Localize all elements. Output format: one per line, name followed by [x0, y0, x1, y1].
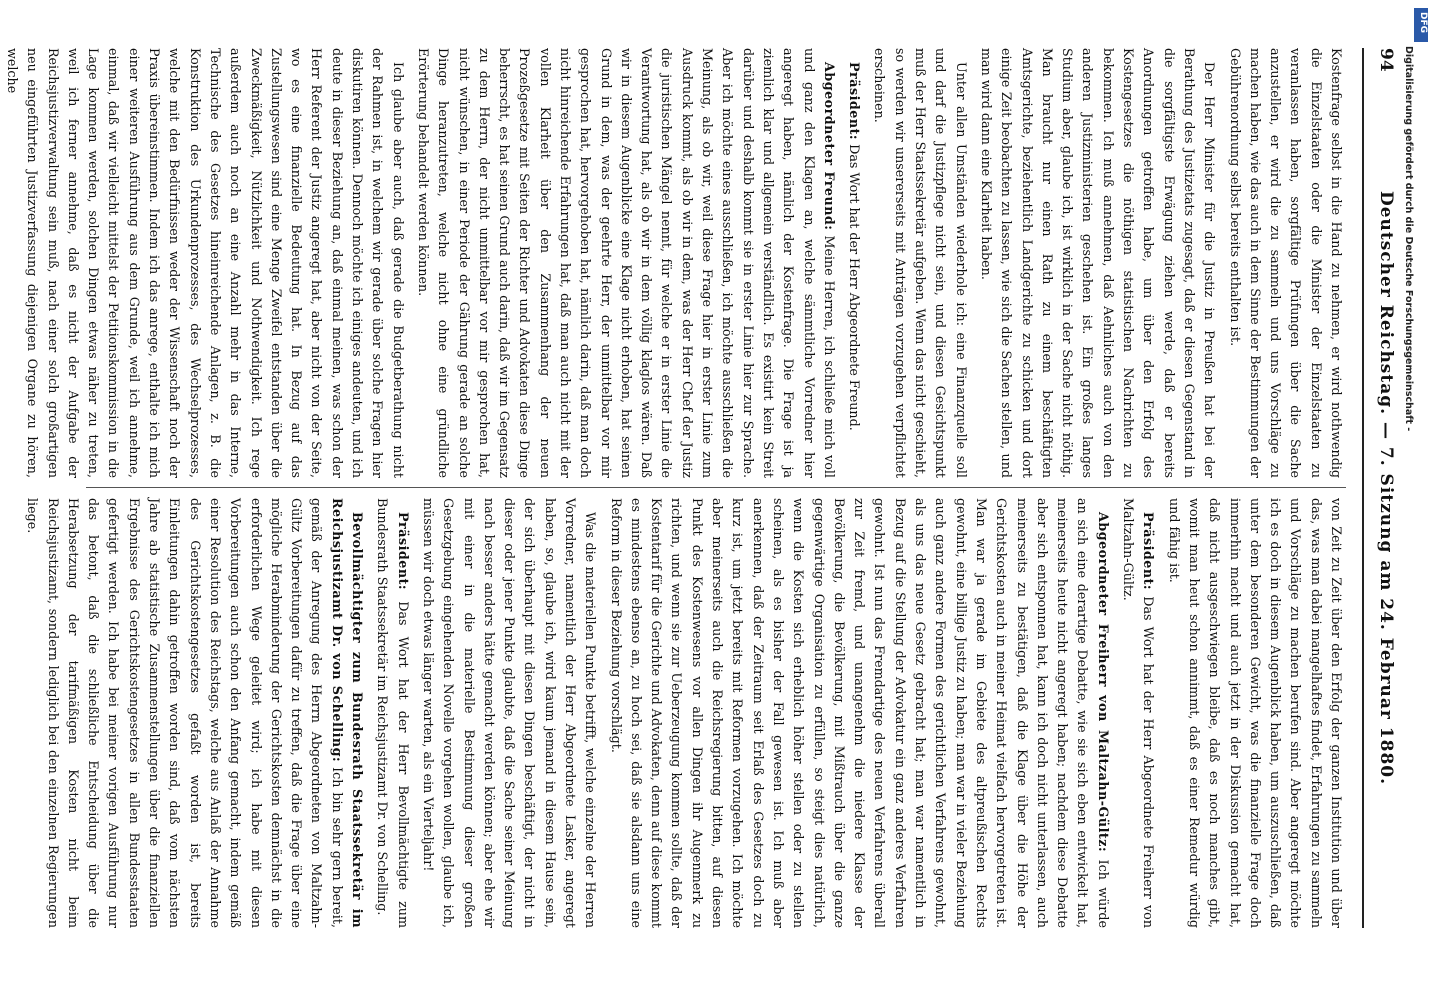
page-header	[1366, 48, 1396, 928]
speech-text: Das Wort hat der Herr Bevollmächtigte zum Bundesrath Staatssekretär im Reichsjustizamt Dr. von Schelling.	[375, 498, 411, 928]
speech-paragraph	[372, 498, 413, 928]
paragraph: Der Herr Minister für die Justiz in Preußen hat bei der Berathung des Justizetats zugesagt, daß er diesen Gegenstand in die sorgfältigste Erwägung ziehen werde, daß er bereits Anordnungen getroffen habe, um über den Erfolg des Kostengesetzes die nöthigen statistischen Nachrichten zu bekommen. Ich muß annehmen, daß Aehnliches auch von den anderen Justizministerien geschehen ist. Ein großes langes Studium aber, glaube ich, ist wirklich in der Sache nicht nöthig. Man braucht nur einen Rath zu einem beschäftigten Amtsgerichte, beziehentlich Landgerichte zu schicken und dort einige Zeit beobachten zu lassen, wie sich die Sachen stellen, und man wird dann eine Klarheit haben.	[978, 48, 1218, 478]
speech-text: Meine Herren, ich schließe mich voll und ganz den Klagen an, welche sämmtliche Vorredner hier angeregt haben, nämlich der Kostenfrage. Die Frage ist ja ziemlich klar und allgemein verständlich. Es existirt kein Streit darüber und deshalb kommt sie in erster Linie hier zur Sprache. Aber ich möchte eines ausschließen, ich möchte ausschließen die Meinung, als ob wir, weil diese Frage hier in erster Linie zum Ausdruck kommt, als ob wir in dem, was der Herr Chef der Justiz die juristischen Mängel nennt, für welche er in erster Linie die Verantwortung hat, als ob wir in dem völlig klaglos wären. Daß wir in diesem Augenblicke eine Klage nicht erhoben, hat seinen Grund in dem, was der geehrte Herr, der unmittelbar vor mir gesprochen hat, hervorgehoben hat, nämlich darin, daß man doch nicht hinreichende Erfahrungen hat, daß man auch nicht mit der vollen Klarheit über den Zusammenhang der neuen Prozeßgesetze mit Seiten der Richter und Advokaten diese Dinge beherrscht, es hat seinen Grund auch darin, daß wir im Gegensatz zu dem Herrn, der nicht unmittelbar vor mir gesprochen hat, nicht wünschen, in einer Periode der Gährung gerade an solche Dinge heranzutreten, welche nicht ohne eine gründliche Erörterung behandelt werden können.	[415, 48, 837, 478]
speech-paragraph	[413, 48, 839, 478]
paragraph: Kostenfrage selbst in die Hand zu nehmen, er wird nothwendig die Einzelstaaten oder die Minister der Einzelstaaten zu veranlassen haben, sorgfältige Prüfungen über die Sache anzustellen, er wird die zu sammeln und uns Vorschläge zu machen haben, wie das auch in dem Sinne der Bestimmungen der Gebührenordnung selbst bereits enthalten ist.	[1227, 48, 1344, 478]
right-column	[25, 498, 1346, 929]
speaker-label: Präsident:	[847, 62, 863, 141]
speaker-label: Bevollmächtigter zum Bundesrath Staatssekretär im Reichsjustizamt Dr. von Schelling:	[329, 498, 366, 928]
paragraph: Ich glaube aber auch, daß gerade die Budgetberathung nicht der Rahmen ist, in welchem wir gerade über solche Fragen hier diskutiren können. Dennoch möchte ich einiges andeuten, und ich deute in dieser Beziehung an, daß einmal meinen, was schon der Herr Referent der Justiz angeregt hat, aber nicht von der Seite, wo es eine finanzielle Bedeutung hat. In Bezug auf das Zustellungswesen sind eine Menge Zweifel entstanden über die Zweckmäßigkeit, Nützlichkeit und Nothwendigkeit. Ich rege außerdem auch noch an eine Anzahl mehr in das Interne, Technische des Gesetzes hineinreichende Anlagen, z. B. die Konstruktion des Urkundenprozesses, des Wechselprozesses, welche mit den Bedürfnissen weder der Wissenschaft noch der Praxis übereinstimmen. Indem ich das anrege, enthalte ich mich einer weiteren Ausführung aus dem Grunde, weil ich annehme, einmal, daß wir vielleicht mittelst der Petitionskommission in die Lage kommen werden, solchen Dingen etwas näher zu treten, weil ich ferner annehme, daß es nicht der Aufgabe der Reichsjustizverwaltung sein muß, nach einer solch großartigen neu eingeführten Justizverfassung diejenigen Organe zu hören, welche	[5, 48, 406, 478]
paragraph: Was die materiellen Punkte betrifft, welche einzelne der Herren Vorredner, namentlich der Herr Abgeordnete Lasker, angeregt haben, so, glaube ich, wird kaum jemand in diesem Hause sein, der sich überhaupt mit diesen Dingen beschäftigt, der nicht in dieser oder jener Punkte glaubte, daß die Sache seiner Meinung nach besser anders hätte gemacht werden können; aber ehe wir mit einer in die materielle Bestimmung dieser großen Gesetzgebung eingehenden Novelle vorgehen wollen, glaube ich, müssen wir doch etwas länger warten, als ein Vierteljahr!	[420, 498, 599, 928]
digitization-note: Digitalisierung gefördert durch die Deutsche Forschungsgemeinschaft -	[1403, 46, 1414, 432]
speech-paragraph	[844, 48, 864, 478]
speaker-label: Abgeordneter Freiherr von Maltzahn-Gültz:	[1095, 512, 1111, 853]
speech-paragraph	[22, 498, 367, 928]
running-title: Deutscher Reichstag. — 7. Sitzung am 24. Februar 1880.	[1376, 190, 1396, 786]
speech-text: Das Wort hat der Herr Abgeordnete Freiherr von Maltzahn-Gültz.	[1121, 498, 1157, 928]
speaker-label: Präsident:	[1141, 512, 1157, 591]
speaker-label: Präsident:	[395, 512, 411, 591]
dfg-logo-text: DFG	[1418, 12, 1428, 34]
speaker-label: Abgeordneter Freund:	[821, 62, 837, 231]
header-rule	[1362, 48, 1364, 928]
speech-text: Das Wort hat der Herr Abgeordnete Freund.	[847, 144, 863, 431]
left-column	[5, 48, 1346, 478]
speech-text: Ich würde an sich eine derartige Debatte, wie sie sich eben entwickelt hat, meinerseits heute nicht angeregt haben; nachdem diese Debatte aber sich entsponnen hat, kann ich doch nicht unterlassen, auch meinerseits zu bestätigen, daß die Klage über die Höhe der Gerichtskosten auch in meiner Heimat vielfach hervorgetreten ist. Man war ja gerade im Gebiete des altpreußischen Rechts gewohnt, eine billige Justiz zu haben; man war in vieler Beziehung auch ganz andere Formen des gerichtlichen Verfahrens gewohnt, als uns das neue Gesetz gebracht hat; man war namentlich in Bezug auf die Stellung der Advokatur ein ganz anderes Verfahren gewohnt. Ist nun das Fremdartige des neuen Verfahrens überall zur Zeit fremd, und unangenehm die niedere Klasse der Bevölkerung, die Bevölkerung, mit Mißtrauch über die ganze gegenwärtige Organisation zu erfüllen, so steigt dies natürlich, wenn die Kosten sich erheblich höher stellen oder zu stellen scheinen, als es bisher der Fall gewesen ist. Ich muß aber anerkennen, daß der Zeitraum seit Erlaß des Gesetzes doch zu kurz ist, um jetzt bereits mit Reformen vorzugehen. Ich möchte aber meinerseits auch die Reichsregierung bitten, auf diesen Punkt des Kostenwesens vor allen Dingen ihr Augenmerk zu richten, und wenn sie zur Ueberzeugung kommen sollte, daß der Kostentarif für die Gerichte und Advokaten, denn auf diese kommt es mindestens ebenso an, zu hoch sei, daß sie alsdann uns eine Reform in dieser Beziehung vorschlägt.	[608, 498, 1111, 929]
paragraph: Unter allen Umständen wiederhole ich: eine Finanzquelle soll und darf die Justizpflege nicht sein, und diesen Gesichtspunkt muß der Herr Staatssekretär aufgeben. Wenn das nicht geschieht, so werden wir unsererseits mit Anträgen vorzugehen verpflichtet erscheinen.	[872, 48, 969, 478]
speech-text: Ich bin sehr gern bereit, gemäß der Anregung des Herrn Abgeordneten von Maltzahn-Gültz Vorbereitungen dafür zu treffen, daß die Frage über eine mögliche Herabminderung der Gerichtskosten demnächst in die erforderlichen Wege geleitet wird; ich habe mit diesen Vorbereitungen auch schon den Anfang gemacht, indem gemäß einer Resolution des Reichstags, welche aus Anlaß der Annahme des Gerichtskostengesetzes gefaßt worden ist, bereits Einleitungen dahin getroffen worden sind, daß vom nächsten Jahre ab statistische Zusammenstellungen über die finanziellen Ergebnisse des Gerichtskostengesetzes in allen Bundesstaaten gefertigt werden. Ich habe bei meiner vorigen Ausführung nur das betont, daß die schließliche Entscheidung über die Herabsetzung der tarifmäßigen Kosten nicht beim Reichsjustizamt, sondern lediglich bei den einzelnen Regierungen liege.	[25, 498, 345, 928]
paragraph: von Zeit zu Zeit über den Erfolg der ganzen Institution und über das, was man dabei mangelhaftes findet, Erfahrungen zu sammeln und Vorschläge zu machen berufen sind. Aber angeregt möchte ich es doch in diesem Augenblick haben, um auszuschließen, daß unter dem besonderen Gewicht, was die finanzielle Frage doch immerhin macht und auch jetzt in der Diskussion gemacht hat, daß nicht ausgeschwiegen bleibe, daß es noch manches gibt, womit man heut schon annimmt, daß es einer Remedur würdig und fähig ist.	[1166, 498, 1344, 928]
dfg-logo	[1414, 8, 1428, 42]
column-divider	[86, 487, 1346, 488]
speech-paragraph	[1118, 498, 1159, 928]
rotated-page	[5, 8, 1426, 968]
page-number: 94	[1376, 48, 1396, 72]
speech-paragraph	[605, 498, 1112, 928]
